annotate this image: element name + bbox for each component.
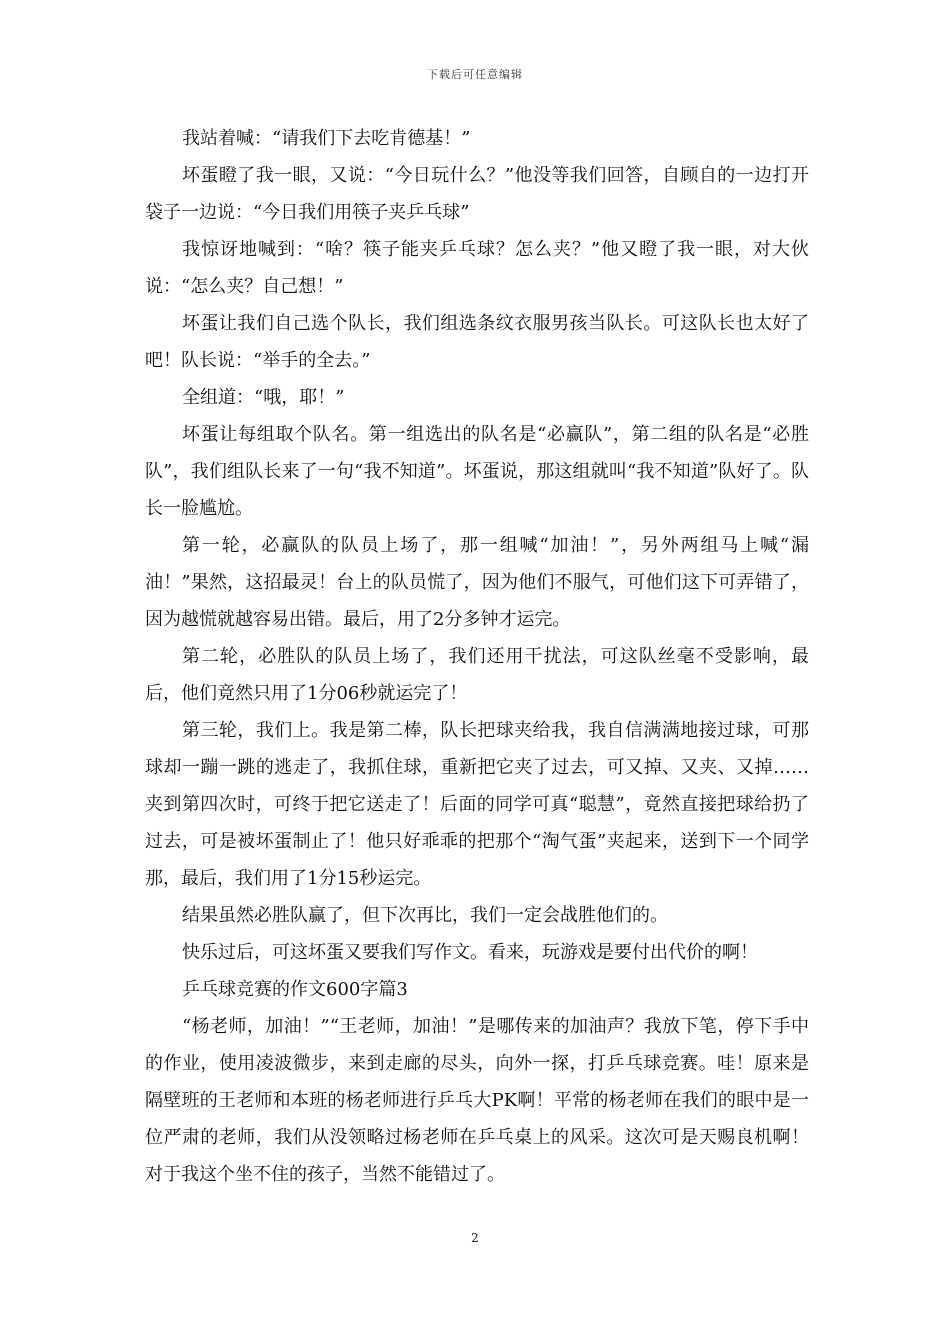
paragraph: 第一轮，必赢队的队员上场了，那一组喊“加油！”，另外两组马上喊“漏油！”果然，这招最灵！台上的队员慌了，因为他们不服气，可他们这下可弄错了，因为越慌就越容易出错。最后，用了2分多钟才运完。 (145, 535, 809, 630)
document-body (145, 120, 809, 1193)
paragraph: 全组道：“哦，耶！” (182, 387, 345, 408)
paragraph: 坏蛋瞪了我一眼，又说：“今日玩什么？”他没等我们回答，自顾自的一边打开袋子一边说：“今日我们用筷子夹乒乓球” (145, 165, 809, 223)
paragraph: 第二轮，必胜队的队员上场了，我们还用干扰法，可这队丝毫不受影响，最后，他们竟然只用了1分06秒就运完了！ (145, 646, 809, 704)
paragraph: 坏蛋让我们自己选个队长，我们组选条纹衣服男孩当队长。可这队长也太好了吧！队长说：“举手的全去。” (145, 313, 809, 371)
paragraph: “杨老师，加油！”“王老师，加油！”是哪传来的加油声？我放下笔，停下手中的作业，使用凌波微步，来到走廊的尽头，向外一探，打乒乓球竞赛。哇！原来是隔壁班的王老师和本班的杨老师进行乒乓大PK啊！平常的杨老师在我们的眼中是一位严肃的老师，我们从没领略过杨老师在乒乓桌上的风采。这次可是天赐良机啊！对于我这个坐不住的孩子，当然不能错过了。 (145, 1016, 809, 1185)
section-heading: 乒乓球竞赛的作文600字篇3 (182, 979, 408, 1000)
paragraph: 我惊讶地喊到：“啥？筷子能夹乒乓球？怎么夹？”他又瞪了我一眼，对大伙说：“怎么夹？自己想！” (145, 239, 809, 297)
page-number: 2 (471, 1231, 479, 1245)
paragraph: 结果虽然必胜队赢了，但下次再比，我们一定会战胜他们的。 (182, 905, 668, 926)
page-header: 下载后可任意编辑 (427, 68, 523, 81)
paragraph: 第三轮，我们上。我是第二棒，队长把球夹给我，我自信满满地接过球，可那球却一蹦一跳的逃走了，我抓住球，重新把它夹了过去，可又掉、又夹、又掉……夹到第四次时，可终于把它送走了！后面的同学可真“聪慧”，竟然直接把球给扔了过去，可是被坏蛋制止了！他只好乖乖的把那个“淘气蛋”夹起来，送到下一个同学那，最后，我们用了1分15秒运完。 (145, 720, 809, 889)
paragraph: 快乐过后，可这坏蛋又要我们写作文。看来，玩游戏是要付出代价的啊！ (182, 942, 758, 963)
paragraph: 我站着喊：“请我们下去吃肯德基！” (182, 128, 471, 149)
paragraph: 坏蛋让每组取个队名。第一组选出的队名是“必赢队”，第二组的队名是“必胜队”，我们组队长来了一句“我不知道”。坏蛋说，那这组就叫“我不知道”队好了。队长一脸尴尬。 (145, 424, 809, 519)
